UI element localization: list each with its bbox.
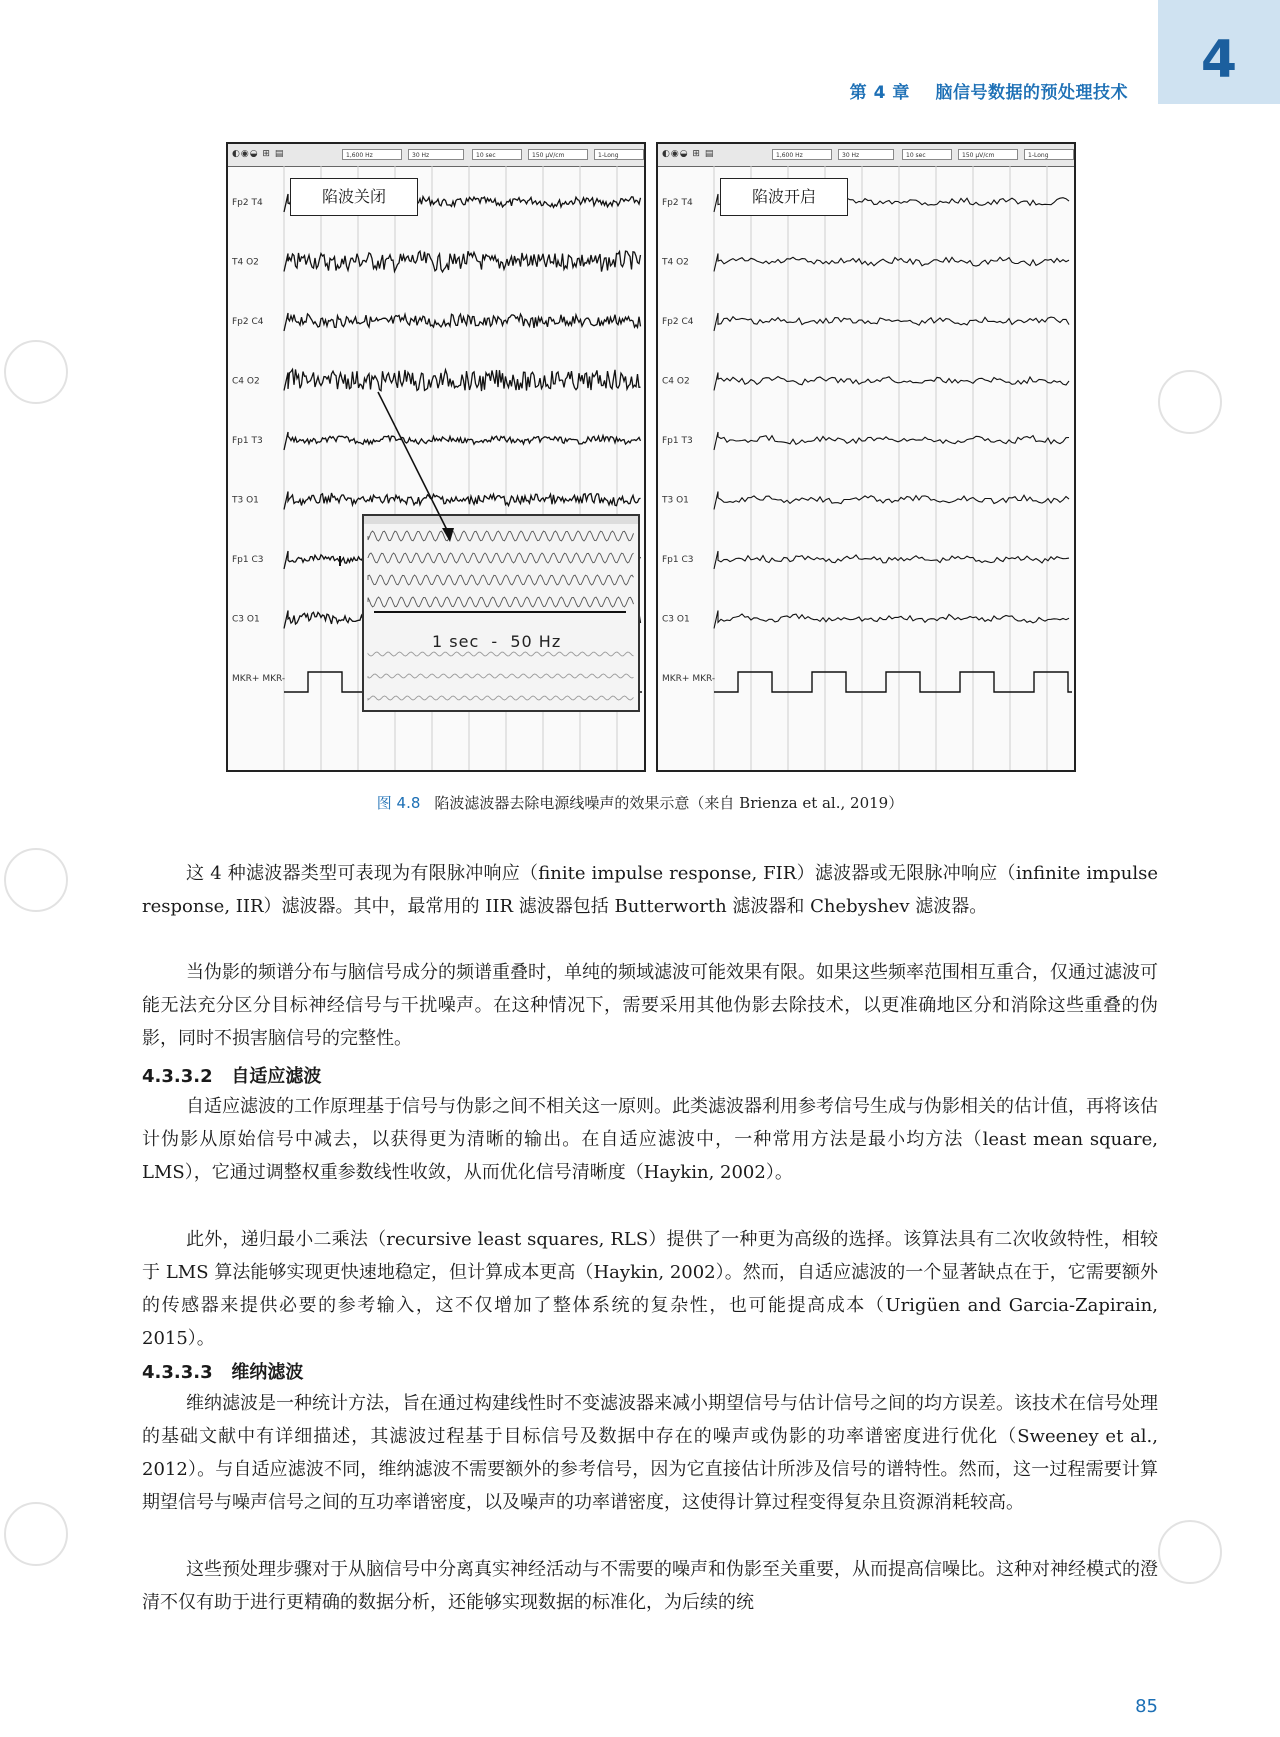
inset-trace (368, 553, 634, 563)
eeg-panel-notch-on (656, 142, 1076, 772)
channel-label: Fp1 C3 (232, 555, 264, 565)
toolbar-icons: ◐◉◒ ⊞ ▤ (662, 149, 715, 159)
montage-field: 1-Long (1024, 149, 1074, 160)
running-head: 第 4 章 脑信号数据的预处理技术 (849, 83, 1128, 103)
channel-label: C4 O2 (232, 376, 260, 387)
figure-caption (0, 792, 1280, 813)
paragraph: 这 4 种滤波器类型可表现为有限脉冲响应（finite impulse response, FIR）滤波器或无限脉冲响应（infinite impulse response, IIR）滤波器。其中，最常用的 IIR 滤波器包括 Butterworth 滤波器和 Chebyshev 滤波器。 (142, 863, 1158, 917)
channel-label: T3 O1 (662, 495, 689, 506)
inset-trace (368, 652, 634, 656)
publisher-watermark-icon (4, 848, 68, 912)
paragraph: 维纳滤波是一种统计方法，旨在通过构建线性时不变滤波器来减小期望信号与估计信号之间的均方误差。该技术在信号处理的基础文献中有详细描述，其滤波过程基于目标信号及数据中存在的噪声或伪影的功率谱密度进行优化（Sweeney et al., 2012）。与自适应滤波不同，维纳滤波不需要额外的参考信号，因为它直接估计所涉及信号的谱特性。然而，这一过程需要计算期望信号与噪声信号之间的互功率谱密度，以及噪声的功率谱密度，这使得计算过程变得复杂且资源消耗较高。 (142, 1393, 1158, 1513)
caption-number: 图 4.8 (376, 794, 421, 812)
zoom-inset (362, 514, 640, 712)
channel-label: T4 O2 (662, 257, 689, 268)
eeg-trace (714, 492, 1069, 510)
chapter-tab (1158, 0, 1280, 104)
filter-field: 30 Hz (838, 149, 894, 160)
channel-label: Fp2 C4 (232, 317, 264, 327)
channel-label: C4 O2 (662, 376, 690, 387)
montage-field: 1-Long (594, 149, 644, 160)
eeg-traces-notch-on (658, 166, 1074, 770)
chapter-number: 4 (1200, 30, 1238, 90)
eeg-figure (226, 142, 1076, 772)
eeg-trace (284, 432, 641, 450)
filter-field: 30 Hz (408, 149, 464, 160)
publisher-watermark-icon (4, 340, 68, 404)
notch-off-label: 陷波关闭 (290, 178, 418, 216)
sample-rate-field: 1,600 Hz (342, 149, 402, 160)
notch-on-label: 陷波开启 (720, 178, 848, 216)
channel-label: MKR+ MKR- (662, 674, 716, 684)
sensitivity-field: 150 μV/cm (528, 149, 588, 160)
paragraph: 此外，递归最小二乘法（recursive least squares, RLS）提供了一种更为高级的选择。该算法具有二次收敛特性，相较于 LMS 算法能够实现更快速地稳定，但计算成本更高（Haykin, 2002）。然而，自适应滤波的一个显著缺点在于，它需要额外的传感器来提供必要的参考输入，这不仅增加了整体系统的复杂性，也可能提高成本（Urigüen and Garcia-Zapirain, 2015）。 (142, 1229, 1158, 1349)
publisher-watermark-icon (1158, 1520, 1222, 1584)
publisher-watermark-icon (4, 1502, 68, 1566)
paragraph: 这些预处理步骤对于从脑信号中分离真实神经活动与不需要的噪声和伪影至关重要，从而提高信噪比。这种对神经模式的澄清不仅有助于进行更精确的数据分析，还能够实现数据的标准化，为后续的统 (142, 1559, 1158, 1613)
eeg-toolbar (658, 144, 1074, 167)
channel-label: Fp2 T4 (662, 198, 693, 208)
paragraph: 自适应滤波的工作原理基于信号与伪影之间不相关这一原则。此类滤波器利用参考信号生成与伪影相关的估计值，再将该估计伪影从原始信号中减去，以获得更为清晰的输出。在自适应滤波中，一种常用方法是最小均方法（least mean square, LMS），它通过调整权重参数线性收敛，从而优化信号清晰度（Haykin, 2002）。 (142, 1096, 1158, 1183)
eeg-toolbar (228, 144, 644, 167)
channel-label: T4 O2 (232, 257, 259, 268)
inset-trace (368, 674, 634, 678)
channel-label: Fp1 C3 (662, 555, 694, 565)
channel-label: C3 O1 (232, 614, 260, 625)
inset-trace (368, 575, 634, 585)
channel-label: Fp2 T4 (232, 198, 263, 208)
eeg-panel-notch-off (226, 142, 646, 772)
caption-text: 陷波滤波器去除电源线噪声的效果示意（来自 Brienza et al., 2019） (434, 794, 904, 812)
section-heading: 4.3.3.3 维纳滤波 (142, 1362, 304, 1383)
eeg-trace (284, 251, 641, 272)
eeg-trace (284, 492, 641, 510)
eeg-trace (284, 313, 641, 331)
eeg-trace (714, 313, 1069, 331)
section-heading: 4.3.3.2 自适应滤波 (142, 1066, 322, 1087)
channel-label: MKR+ MKR- (232, 674, 286, 684)
inset-traces (364, 516, 638, 710)
timebase-field: 10 sec (902, 149, 952, 160)
channel-label: T3 O1 (232, 495, 259, 506)
inset-trace (368, 531, 634, 541)
eeg-trace (284, 369, 641, 391)
eeg-trace (714, 432, 1069, 450)
eeg-trace (714, 672, 1072, 692)
paragraph: 当伪影的频谱分布与脑信号成分的频谱重叠时，单纯的频域滤波可能效果有限。如果这些频率范围相互重合，仅通过滤波可能无法充分区分目标神经信号与干扰噪声。在这种情况下，需要采用其他伪影去除技术，以更准确地区分和消除这些重叠的伪影，同时不损害脑信号的完整性。 (142, 962, 1158, 1049)
sensitivity-field: 150 μV/cm (958, 149, 1018, 160)
eeg-trace (714, 551, 1069, 569)
timebase-field: 10 sec (472, 149, 522, 160)
inset-scale-label: 1 sec - 50 Hz (432, 632, 562, 651)
toolbar-icons: ◐◉◒ ⊞ ▤ (232, 149, 285, 159)
eeg-trace (714, 373, 1069, 391)
eeg-trace (714, 254, 1069, 272)
inset-trace (368, 597, 634, 607)
channel-label: Fp1 T3 (662, 436, 693, 446)
channel-label: Fp1 T3 (232, 436, 263, 446)
page-number: 85 (1135, 1696, 1158, 1717)
channel-label: C3 O1 (662, 614, 690, 625)
eeg-trace (714, 611, 1069, 629)
inset-toolbar (364, 516, 638, 524)
channel-label: Fp2 C4 (662, 317, 694, 327)
publisher-watermark-icon (1158, 370, 1222, 434)
sample-rate-field: 1,600 Hz (772, 149, 832, 160)
inset-trace (368, 696, 634, 700)
